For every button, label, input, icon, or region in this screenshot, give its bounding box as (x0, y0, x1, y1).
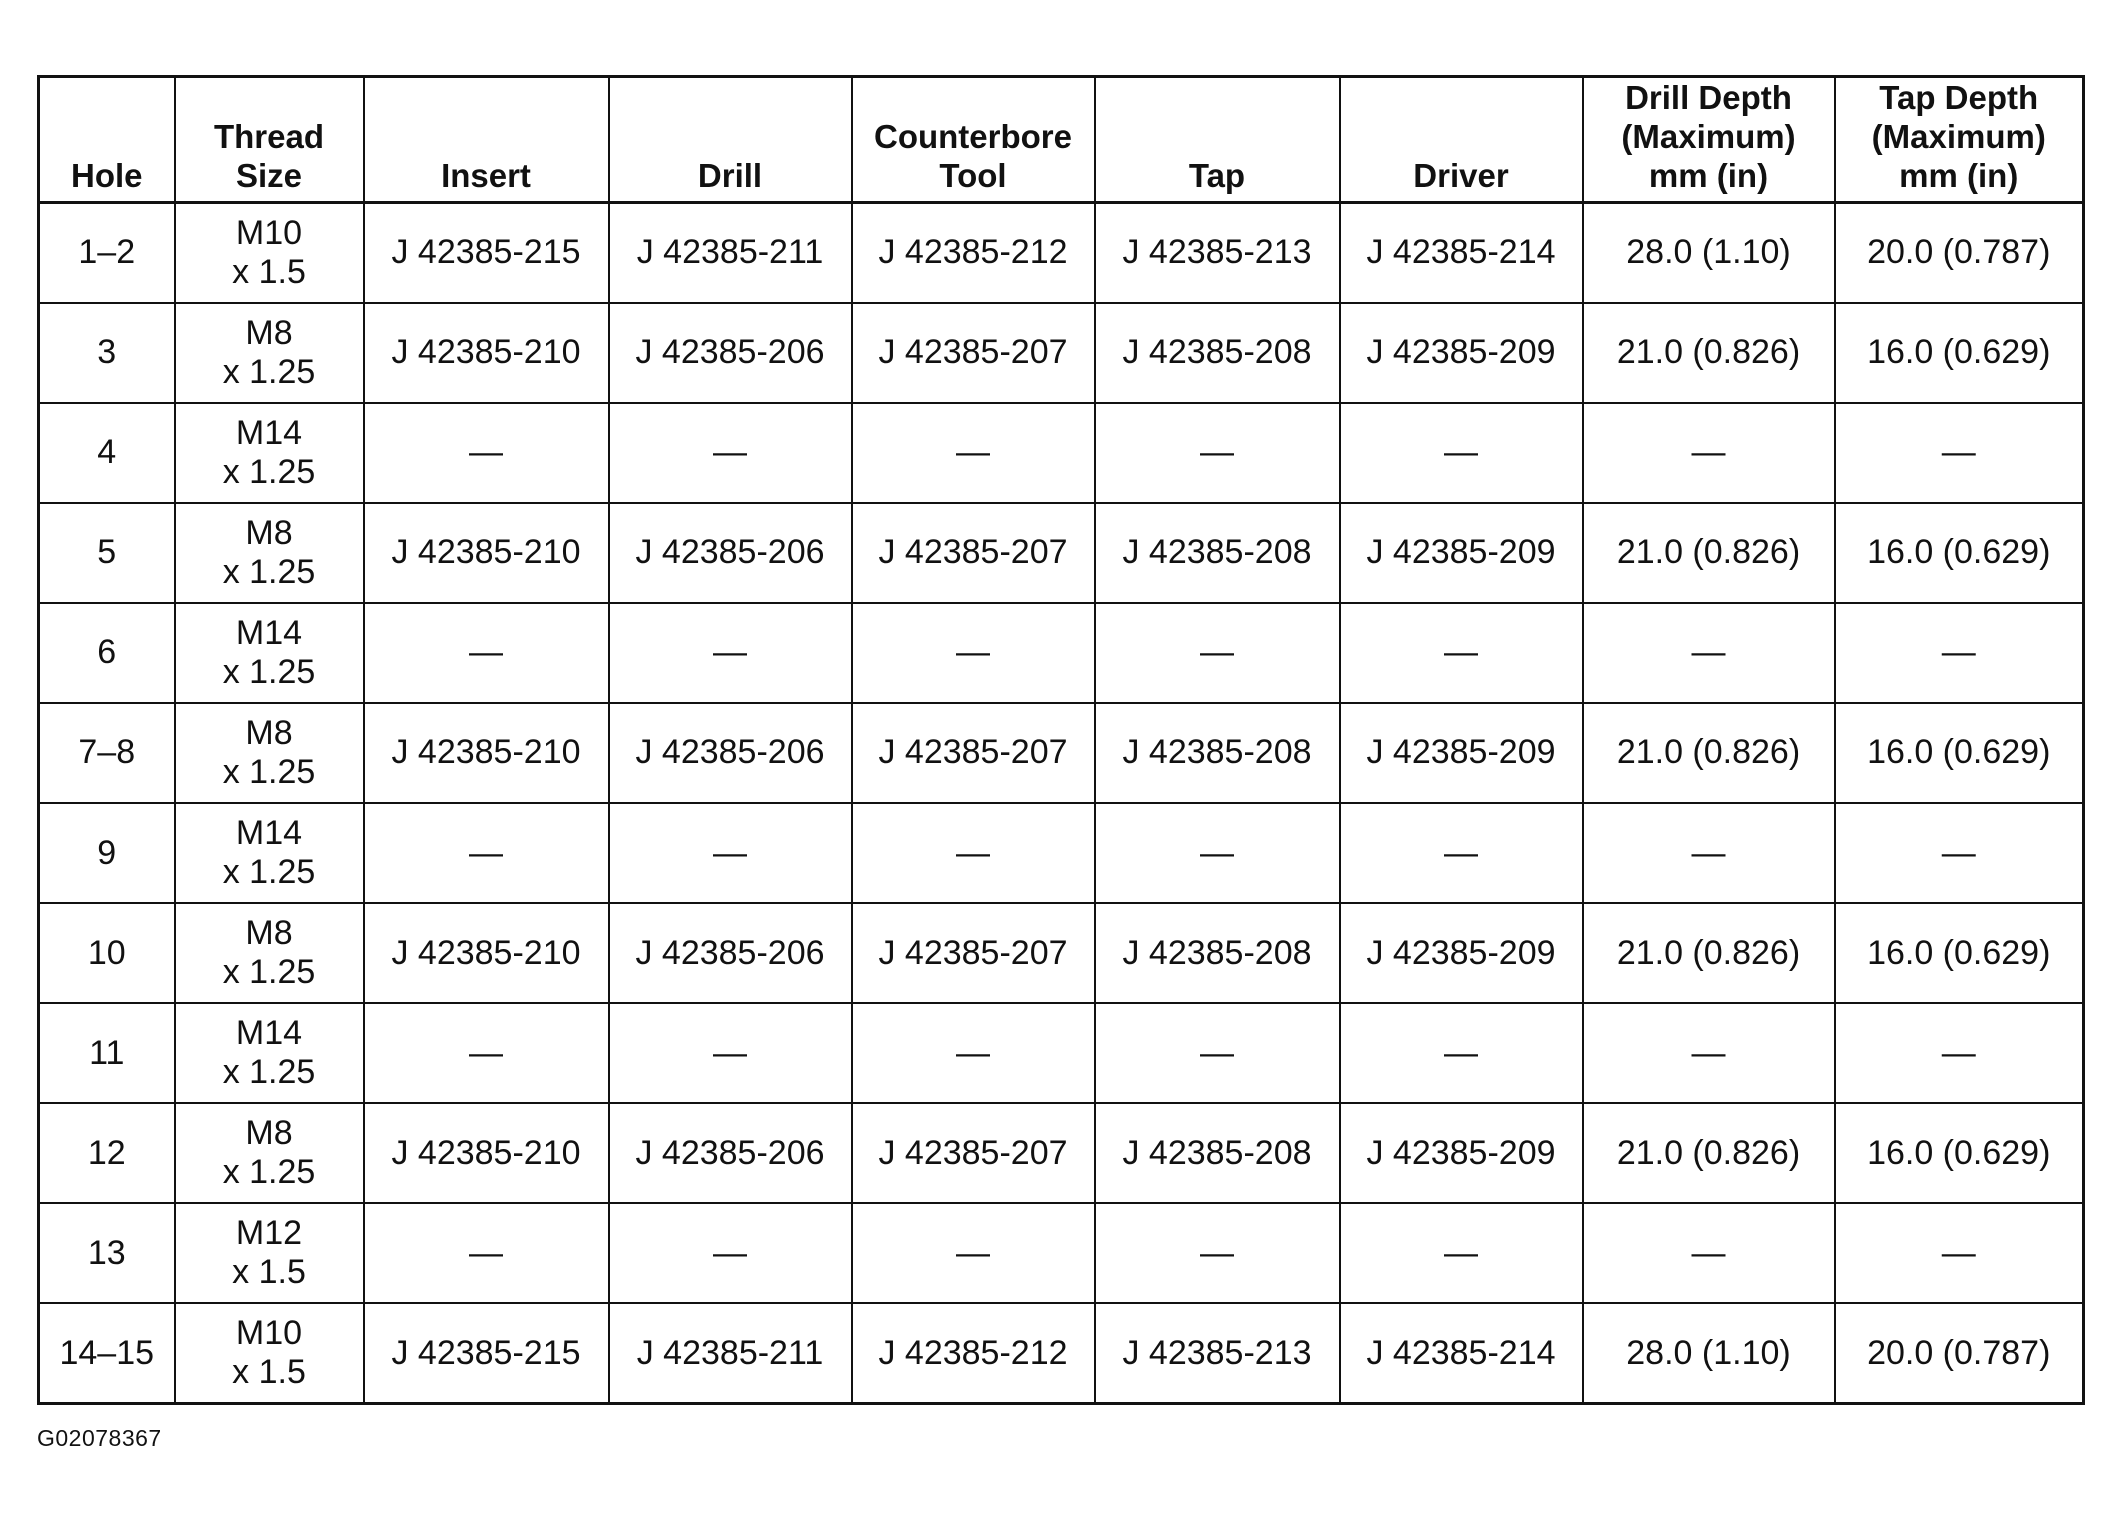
table-row (39, 803, 2084, 903)
cell-thread: M14 x 1.25 (175, 403, 364, 503)
cell-tap: — (1095, 1203, 1340, 1303)
table-body (39, 203, 2084, 1404)
cell-thread: M8 x 1.25 (175, 1103, 364, 1203)
cell-insert: — (364, 403, 609, 503)
cell-tap-depth: 20.0 (0.787) (1835, 203, 2084, 303)
cell-driver: — (1340, 603, 1583, 703)
cell-insert: J 42385-215 (364, 203, 609, 303)
cell-tap: J 42385-208 (1095, 303, 1340, 403)
cell-insert: J 42385-210 (364, 903, 609, 1003)
cell-tap: J 42385-208 (1095, 903, 1340, 1003)
table-row (39, 403, 2084, 503)
cell-tap: — (1095, 1003, 1340, 1103)
cell-driver: J 42385-209 (1340, 903, 1583, 1003)
header-row (39, 77, 2084, 203)
cell-drill-depth: 28.0 (1.10) (1583, 1303, 1835, 1403)
cell-tap-depth: — (1835, 403, 2084, 503)
table-row (39, 1203, 2084, 1303)
cell-hole: 3 (39, 303, 175, 403)
cell-drill: J 42385-211 (609, 203, 852, 303)
cell-hole: 10 (39, 903, 175, 1003)
cell-drill-depth: — (1583, 803, 1835, 903)
cell-insert: J 42385-215 (364, 1303, 609, 1403)
column-header-counterbore (852, 77, 1095, 203)
cell-tap-depth: 16.0 (0.629) (1835, 1103, 2084, 1203)
cell-counterbore: — (852, 603, 1095, 703)
cell-driver: — (1340, 803, 1583, 903)
cell-counterbore: J 42385-207 (852, 903, 1095, 1003)
column-header-line: Tap Depth (1879, 79, 2039, 116)
cell-drill: J 42385-206 (609, 503, 852, 603)
cell-drill-depth: — (1583, 403, 1835, 503)
cell-hole: 4 (39, 403, 175, 503)
table-row (39, 1303, 2084, 1403)
cell-counterbore: — (852, 803, 1095, 903)
cell-thread: M8 x 1.25 (175, 903, 364, 1003)
cell-drill-depth: 21.0 (0.826) (1583, 303, 1835, 403)
cell-drill: J 42385-211 (609, 1303, 852, 1403)
column-header-driver (1340, 77, 1583, 203)
table-row (39, 1103, 2084, 1203)
cell-counterbore: J 42385-207 (852, 503, 1095, 603)
column-header-line: Insert (441, 157, 531, 194)
column-header-line: Drill Depth (1625, 79, 1792, 116)
cell-tap: J 42385-213 (1095, 203, 1340, 303)
cell-drill: — (609, 803, 852, 903)
cell-insert: J 42385-210 (364, 503, 609, 603)
cell-tap-depth: — (1835, 1203, 2084, 1303)
cell-counterbore: — (852, 1003, 1095, 1103)
table-header (39, 77, 2084, 203)
table-row (39, 503, 2084, 603)
cell-drill: — (609, 403, 852, 503)
column-header-line: Size (235, 157, 303, 194)
cell-counterbore: — (852, 403, 1095, 503)
column-header-line: Tap (1188, 157, 1246, 194)
table-row (39, 203, 2084, 303)
cell-thread: M12 x 1.5 (175, 1203, 364, 1303)
cell-tap-depth: 16.0 (0.629) (1835, 703, 2084, 803)
cell-drill-depth: — (1583, 603, 1835, 703)
cell-insert: — (364, 803, 609, 903)
column-header-line: Hole (70, 157, 143, 194)
cell-driver: — (1340, 1003, 1583, 1103)
cell-tap-depth: — (1835, 803, 2084, 903)
cell-hole: 9 (39, 803, 175, 903)
cell-tap-depth: 20.0 (0.787) (1835, 1303, 2084, 1403)
cell-driver: J 42385-209 (1340, 1103, 1583, 1203)
column-header-drill-depth (1583, 77, 1835, 203)
cell-tap-depth: 16.0 (0.629) (1835, 303, 2084, 403)
cell-tap-depth: — (1835, 603, 2084, 703)
cell-insert: J 42385-210 (364, 303, 609, 403)
cell-driver: J 42385-209 (1340, 703, 1583, 803)
column-header-drill (609, 77, 852, 203)
cell-insert: J 42385-210 (364, 1103, 609, 1203)
cell-drill-depth: 21.0 (0.826) (1583, 903, 1835, 1003)
column-header-insert (364, 77, 609, 203)
cell-drill: — (609, 1003, 852, 1103)
cell-insert: J 42385-210 (364, 703, 609, 803)
cell-drill-depth: 21.0 (0.826) (1583, 1103, 1835, 1203)
cell-tap: J 42385-208 (1095, 703, 1340, 803)
cell-drill: J 42385-206 (609, 303, 852, 403)
cell-tap: J 42385-208 (1095, 1103, 1340, 1203)
cell-tap: — (1095, 403, 1340, 503)
cell-hole: 11 (39, 1003, 175, 1103)
cell-hole: 6 (39, 603, 175, 703)
cell-driver: — (1340, 403, 1583, 503)
column-header-line: mm (in) (1899, 157, 2019, 194)
cell-tap: — (1095, 803, 1340, 903)
table-row (39, 903, 2084, 1003)
cell-drill: J 42385-206 (609, 903, 852, 1003)
cell-counterbore: J 42385-212 (852, 203, 1095, 303)
cell-drill: J 42385-206 (609, 703, 852, 803)
cell-drill-depth: — (1583, 1203, 1835, 1303)
column-header-line: Drill (697, 157, 763, 194)
cell-tap: J 42385-208 (1095, 503, 1340, 603)
cell-thread: M10 x 1.5 (175, 1303, 364, 1403)
cell-driver: J 42385-214 (1340, 1303, 1583, 1403)
cell-tap: — (1095, 603, 1340, 703)
column-header-line: mm (in) (1648, 157, 1769, 194)
column-header-line: Driver (1413, 157, 1509, 194)
cell-driver: — (1340, 1203, 1583, 1303)
cell-counterbore: J 42385-207 (852, 703, 1095, 803)
cell-hole: 5 (39, 503, 175, 603)
cell-counterbore: J 42385-207 (852, 303, 1095, 403)
cell-thread: M14 x 1.25 (175, 603, 364, 703)
table-row (39, 1003, 2084, 1103)
column-header-line: Thread (213, 118, 325, 155)
cell-drill-depth: 21.0 (0.826) (1583, 703, 1835, 803)
cell-driver: J 42385-214 (1340, 203, 1583, 303)
column-header-hole (39, 77, 175, 203)
cell-tap-depth: 16.0 (0.629) (1835, 503, 2084, 603)
cell-drill-depth: — (1583, 1003, 1835, 1103)
column-header-line: (Maximum) (1621, 118, 1796, 155)
cell-thread: M8 x 1.25 (175, 703, 364, 803)
cell-drill: — (609, 1203, 852, 1303)
specification-table (37, 75, 2085, 1405)
cell-drill: J 42385-206 (609, 1103, 852, 1203)
cell-drill-depth: 28.0 (1.10) (1583, 203, 1835, 303)
column-header-thread (175, 77, 364, 203)
cell-hole: 13 (39, 1203, 175, 1303)
cell-insert: — (364, 603, 609, 703)
cell-thread: M10 x 1.5 (175, 203, 364, 303)
table-row (39, 303, 2084, 403)
cell-counterbore: J 42385-212 (852, 1303, 1095, 1403)
column-header-line: (Maximum) (1871, 118, 2046, 155)
column-header-tap-depth (1835, 77, 2084, 203)
cell-tap-depth: — (1835, 1003, 2084, 1103)
cell-hole: 7–8 (39, 703, 175, 803)
column-header-line: Counterbore (874, 118, 1072, 155)
column-header-line: Tool (939, 157, 1007, 194)
cell-thread: M14 x 1.25 (175, 803, 364, 903)
cell-drill: — (609, 603, 852, 703)
cell-thread: M14 x 1.25 (175, 1003, 364, 1103)
cell-thread: M8 x 1.25 (175, 503, 364, 603)
cell-insert: — (364, 1203, 609, 1303)
cell-hole: 1–2 (39, 203, 175, 303)
cell-counterbore: J 42385-207 (852, 1103, 1095, 1203)
cell-thread: M8 x 1.25 (175, 303, 364, 403)
cell-tap: J 42385-213 (1095, 1303, 1340, 1403)
column-header-tap (1095, 77, 1340, 203)
cell-hole: 12 (39, 1103, 175, 1203)
table-row (39, 603, 2084, 703)
cell-insert: — (364, 1003, 609, 1103)
table-row (39, 703, 2084, 803)
cell-driver: J 42385-209 (1340, 503, 1583, 603)
cell-driver: J 42385-209 (1340, 303, 1583, 403)
figure-id: G02078367 (37, 1425, 162, 1451)
cell-drill-depth: 21.0 (0.826) (1583, 503, 1835, 603)
cell-counterbore: — (852, 1203, 1095, 1303)
cell-hole: 14–15 (39, 1303, 175, 1403)
cell-tap-depth: 16.0 (0.629) (1835, 903, 2084, 1003)
